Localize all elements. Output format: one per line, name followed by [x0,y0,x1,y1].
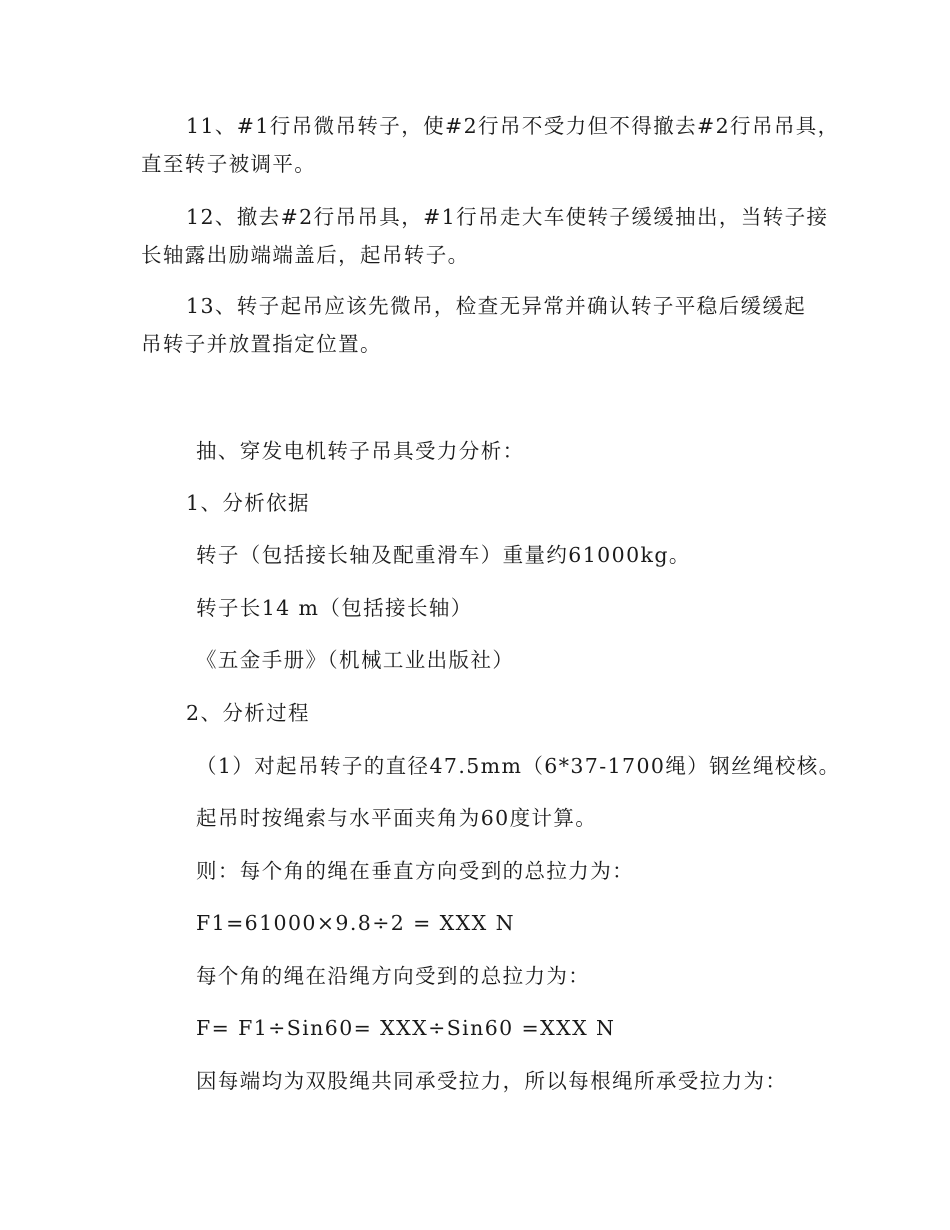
analysis-title: 抽、穿发电机转子吊具受力分析： [196,439,525,463]
formula-f: F= F1÷Sin60= XXX÷Sin60 =XXX N [196,1016,616,1040]
basis-item-weight: 转子（包括接长轴及配重滑车）重量约61000kg。 [196,543,691,567]
process-line-1: （1）对起吊转子的直径47.5mm（6*37-1700绳）钢丝绳校核。 [196,754,841,778]
process-line-5: 每个角的绳在沿绳方向受到的总拉力为： [196,964,591,988]
process-line-2: 起吊时按绳索与水平面夹角为60度计算。 [196,806,598,830]
step-11-line-2: 直至转子被调平。 [141,152,317,176]
step-12-line-1: 12、撤去#2行吊吊具，#1行吊走大车使转子缓缓抽出，当转子接 [186,205,829,229]
basis-item-length: 转子长14 m（包括接长轴） [196,596,473,620]
process-line-3: 则：每个角的绳在垂直方向受到的总拉力为： [196,859,634,883]
basis-item-reference: 《五金手册》（机械工业出版社） [196,648,515,672]
step-13-line-1: 13、转子起吊应该先微吊，检查无异常并确认转子平稳后缓缓起 [186,294,807,318]
basis-heading: 1、分析依据 [186,491,310,515]
step-12-line-2: 长轴露出励端端盖后，起吊转子。 [141,243,470,267]
process-line-7: 因每端均为双股绳共同承受拉力，所以每根绳所承受拉力为： [196,1069,788,1093]
process-heading: 2、分析过程 [186,701,310,725]
step-11-line-1: 11、#1行吊微吊转子，使#2行吊不受力但不得撤去#2行吊吊具， [186,114,840,138]
formula-f1: F1=61000×9.8÷2 = XXX N [196,911,515,935]
step-13-line-2: 吊转子并放置指定位置。 [141,332,382,356]
